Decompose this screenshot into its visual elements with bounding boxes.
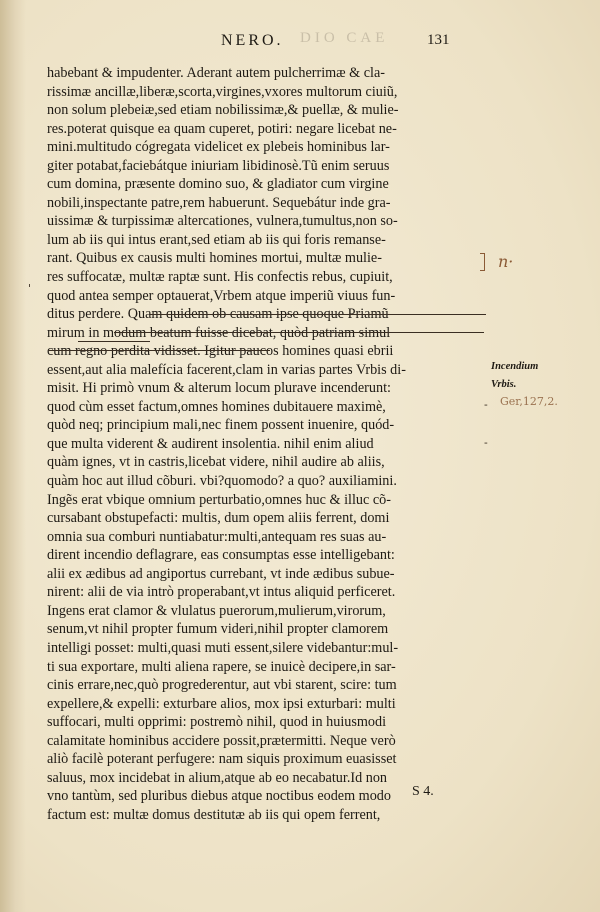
running-title: NERO. — [221, 32, 284, 49]
marginal-note-1: Incendium — [491, 361, 539, 372]
gutter-shadow — [0, 0, 26, 912]
text-line: quod cùm esset factum,omnes homines dubitauere maximè, — [47, 398, 386, 415]
ink-underline — [114, 332, 484, 333]
text-line: res suffocatæ, multæ raptæ sunt. His confectis rebus, cupiuit, — [47, 269, 393, 286]
ink-underline — [48, 350, 270, 351]
text-line: calamitate hominibus accidere possit,prætermitti. Neque verò — [47, 732, 396, 749]
text-line: Ingẽs erat vbique omnium perturbatio,omnes huc & illuc cõ- — [47, 491, 391, 508]
text-line: non solum plebeiæ,sed etiam nobilissimæ,& puellæ, & mulie- — [47, 102, 399, 119]
text-line: mirum in modum beatum fuisse dicebat, quòd patriam simul — [47, 324, 391, 341]
text-line: dirent incendio deflagrare, eas consumptas esse intelligebant: — [47, 547, 395, 564]
text-line: essent,aut alia malefícia facerent,clam in varias partes Vrbis di- — [47, 361, 406, 378]
text-line: nirent: alii de via intrò properabant,vt intus aliquid perficeret. — [47, 584, 396, 601]
text-line: quòd neq; principium mali,nec finem possent inuenire, quód- — [47, 417, 395, 434]
ink-strike — [78, 341, 150, 342]
text-line: cum domina, præsente domino suo, & gladiator cum virgine — [47, 176, 389, 193]
text-line: suffocari, multi opprimi: postremò nihil, quod in huiusmodi — [47, 714, 387, 731]
text-line: ditus perdere. Quam quidem ob causam ipse quoque Priamũ — [47, 306, 389, 323]
text-line: ti sua exportare, multi aliena rapere, se inuicè decipere,in sar- — [47, 658, 396, 675]
text-line: expellere,& expelli: exturbare alios, mox ipsi exturbari: multi — [47, 695, 396, 712]
text-line: aliò facilè poterant perfugere: nam siquis proximum euasisset — [47, 751, 397, 768]
text-line: saluus, mox incidebat in alium,atque ab eo necabatur.Id non — [47, 769, 388, 786]
text-line: factum est: multæ domus destitutæ ab iis qui opem ferrent, — [47, 806, 381, 823]
text-line: misit. Hi primò vnum & alterum locum plurave incenderunt: — [47, 380, 391, 397]
text-line: rant. Quibus ex causis multi homines mortui, multæ mulie- — [47, 250, 382, 267]
text-line: cursabant obstupefacti: multis, dum opem aliis ferrent, domi — [47, 510, 390, 527]
text-line: uissimæ & turpissimæ altercationes, vulnera,tumultus,non so- — [47, 213, 398, 230]
text-line: quàm ignes, vt in castris,licebat videre, nihil audire ab aliis, — [47, 454, 385, 471]
margin-tick: - — [484, 436, 488, 449]
text-line: giter potabat,faciebátque iniuriam libidinosè.Tũ enim seruus — [47, 157, 390, 174]
page-number: 131 — [427, 32, 450, 48]
marginal-note-2: Vrbis. — [491, 379, 517, 390]
text-line: res.poterat quisque ea quam cuperet, potiri: negare licebat ne- — [47, 120, 397, 137]
signature-mark: S 4. — [412, 784, 434, 799]
text-line: omnia sua comburi nuntiabatur:multi,antequam res suas au- — [47, 528, 387, 545]
margin-tick: ' — [28, 282, 32, 295]
text-line: rissimæ ancillæ,liberæ,scorta,virgines,vxores multorum ciuiũ, — [47, 83, 398, 100]
text-line: cum regno perdita vidisset. Igitur paucos homines quasi ebrii — [47, 343, 394, 360]
text-line: senum,vt nihil propter fumum videri,nihil propter clamorem — [47, 621, 389, 638]
ink-bracket — [480, 253, 485, 271]
text-line: mini.multitudo cógregata videlicet ex plebeis hominibus lar- — [47, 139, 390, 156]
handwritten-n-mark: n· — [498, 252, 514, 271]
text-line: nobili,inspectante patre,rem habuerunt. Sequebátur inde gra- — [47, 194, 391, 211]
text-line: vno tantùm, sed pluribus diebus atque noctibus eodem modo — [47, 788, 391, 805]
handwritten-reference: Ger,127,2. — [500, 395, 558, 408]
margin-tick: - — [484, 398, 488, 411]
text-line: que multa viderent & audirent insolentia. nihil enim aliud — [47, 435, 374, 452]
text-line: quàm hoc aut illud cõburi. vbi?quomodo? a quo? auxiliamini. — [47, 473, 397, 490]
text-line: alii ex ædibus ad angiportus currebant, vt inde ædibus subue- — [47, 565, 395, 582]
bleed-through-text: DIO CAE — [300, 30, 389, 46]
text-line: habebant & impudenter. Aderant autem pulcherrimæ & cla- — [47, 65, 386, 81]
text-line: intelligi posset: multi,quasi muti essent,silere videbantur:mul- — [47, 639, 399, 656]
text-line: lum ab iis qui intus erant,sed etiam ab iis qui foris remanse- — [47, 231, 386, 248]
text-line: cinis errare,nec,quò progrederentur, aut vbi starent, scire: tum — [47, 677, 397, 694]
text-line: quod antea semper optauerat,Vrbem atque imperiũ viuus fun- — [47, 287, 396, 304]
text-line: Ingens erat clamor & vlulatus puerorum,mulierum,virorum, — [47, 602, 386, 619]
ink-underline — [150, 314, 486, 315]
body-text — [47, 64, 487, 824]
